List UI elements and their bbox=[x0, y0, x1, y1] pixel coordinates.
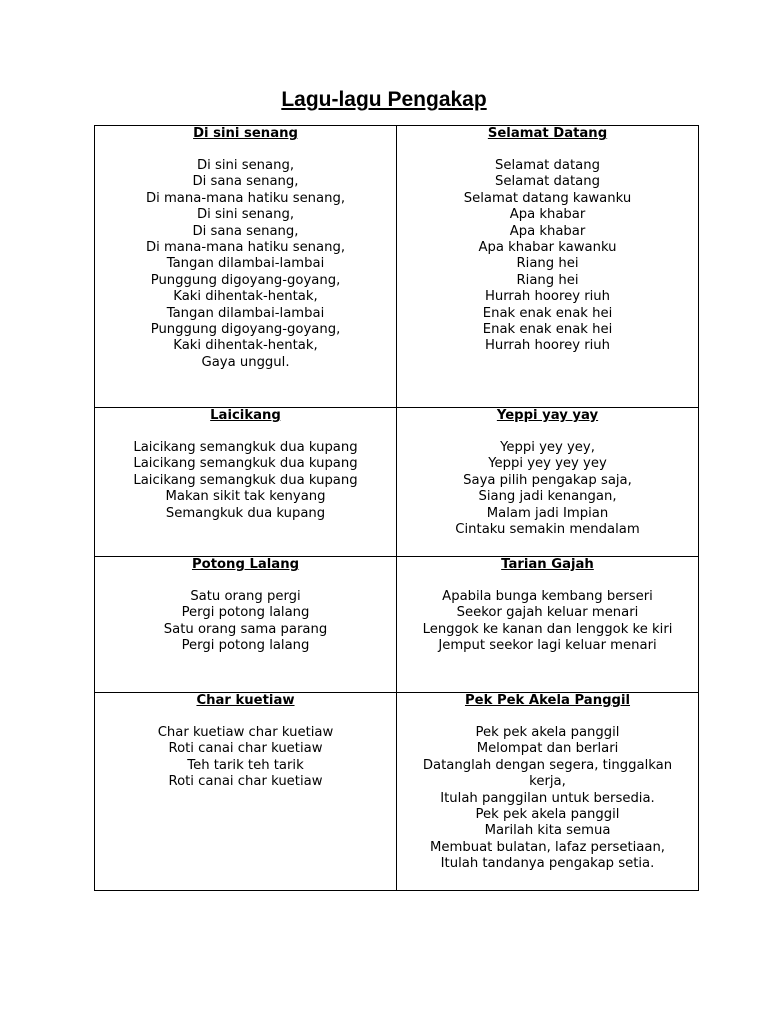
song-cell bbox=[95, 557, 397, 693]
lyric-line: Marilah kita semua bbox=[484, 823, 611, 839]
lyric-line: Di sini senang, bbox=[196, 158, 295, 173]
lyric-line: Di mana-mana hatiku senang, bbox=[145, 190, 346, 206]
lyric-line: Apa khabar bbox=[509, 223, 586, 239]
lyric-line: Apa khabar bbox=[509, 207, 586, 223]
lyric-line: Makan sikit tak kenyang bbox=[165, 489, 326, 505]
lyric-line: Saya pilih pengakap saja, bbox=[463, 472, 632, 488]
lyric-line: Pek pek akela panggil bbox=[475, 725, 620, 740]
lyric-line: Jemput seekor lagi keluar menari bbox=[438, 638, 657, 654]
table-row bbox=[95, 557, 699, 693]
lyric-line: Laicikang semangkuk dua kupang bbox=[133, 440, 358, 455]
lyric-line: Di sini senang, bbox=[196, 207, 295, 223]
lyric-line: Pergi potong lalang bbox=[181, 605, 310, 621]
lyric-line: Semangkuk dua kupang bbox=[165, 505, 326, 521]
song-cell bbox=[95, 693, 397, 891]
lyric-line: Laicikang semangkuk dua kupang bbox=[133, 456, 358, 472]
song-title: Yeppi yay yay bbox=[496, 408, 599, 423]
lyric-line: Itulah tandanya pengakap setia. bbox=[440, 856, 655, 872]
lyric-line: Satu orang pergi bbox=[190, 589, 301, 604]
lyric-line: Pergi potong lalang bbox=[181, 638, 310, 654]
song-title: Di sini senang bbox=[193, 126, 298, 141]
lyric-line: Kaki dihentak-hentak, bbox=[173, 289, 318, 305]
lyric-line: Hurrah hoorey riuh bbox=[484, 289, 611, 305]
lyric-line: Di sana senang, bbox=[192, 174, 299, 190]
page-title: Lagu-lagu Pengakap bbox=[281, 88, 487, 111]
lyric-line: Lenggok ke kanan dan lenggok ke kiri bbox=[422, 621, 673, 637]
lyric-line: Di sana senang, bbox=[192, 223, 299, 239]
lyric-line: Malam jadi Impian bbox=[486, 505, 609, 521]
lyric-line: Datanglah dengan segera, tinggalkan bbox=[422, 757, 673, 773]
lyric-line: Enak enak enak hei bbox=[482, 322, 613, 338]
lyric-line: Selamat datang bbox=[495, 158, 600, 173]
lyric-line: Laicikang semangkuk dua kupang bbox=[133, 472, 358, 488]
lyric-line: Roti canai char kuetiaw bbox=[168, 741, 323, 757]
table-row bbox=[95, 126, 699, 408]
lyric-line: Apabila bunga kembang berseri bbox=[442, 589, 653, 604]
song-title: Laicikang bbox=[210, 408, 281, 423]
lyric-line: Char kuetiaw char kuetiaw bbox=[157, 725, 334, 740]
table-row bbox=[95, 408, 699, 557]
song-title: Pek Pek Akela Panggil bbox=[464, 693, 631, 708]
lyric-line: Enak enak enak hei bbox=[482, 305, 613, 321]
lyric-line: Apa khabar kawanku bbox=[478, 240, 617, 256]
song-cell bbox=[397, 557, 699, 693]
table-row bbox=[95, 693, 699, 891]
song-title: Char kuetiaw bbox=[196, 693, 295, 708]
lyric-line: Selamat datang bbox=[495, 174, 600, 190]
lyric-line: Seekor gajah keluar menari bbox=[456, 605, 639, 621]
lyric-line: Punggung digoyang-goyang, bbox=[150, 322, 341, 338]
lyric-line: Teh tarik teh tarik bbox=[187, 757, 304, 773]
lyric-line: Siang jadi kenangan, bbox=[478, 489, 617, 505]
lyric-line: kerja, bbox=[529, 774, 566, 790]
lyric-line: Selamat datang kawanku bbox=[463, 190, 632, 206]
lyric-line: Cintaku semakin mendalam bbox=[455, 522, 640, 538]
lyric-line: Roti canai char kuetiaw bbox=[168, 774, 323, 790]
song-title: Tarian Gajah bbox=[501, 557, 594, 572]
song-title: Selamat Datang bbox=[487, 126, 608, 141]
lyric-line: Kaki dihentak-hentak, bbox=[173, 338, 318, 354]
song-cell bbox=[95, 408, 397, 557]
lyric-line: Tangan dilambai-lambai bbox=[166, 256, 325, 272]
lyric-line: Hurrah hoorey riuh bbox=[484, 338, 611, 354]
lyric-line: Riang hei bbox=[516, 272, 579, 288]
lyric-line: Tangan dilambai-lambai bbox=[166, 305, 325, 321]
lyric-line: Satu orang sama parang bbox=[163, 621, 328, 637]
lyric-line: Di mana-mana hatiku senang, bbox=[145, 240, 346, 256]
song-cell bbox=[397, 693, 699, 891]
lyric-line: Membuat bulatan, lafaz persetiaan, bbox=[430, 839, 665, 855]
lyric-line: Yeppi yey yey yey bbox=[488, 456, 607, 472]
song-cell bbox=[95, 126, 397, 408]
lyric-line: Itulah panggilan untuk bersedia. bbox=[440, 790, 655, 806]
lyric-line: Yeppi yey yey, bbox=[500, 440, 595, 455]
lyric-line: Melompat dan berlari bbox=[476, 741, 619, 757]
songs-table bbox=[94, 125, 699, 891]
song-title: Potong Lalang bbox=[191, 557, 300, 572]
lyric-line: Riang hei bbox=[516, 256, 579, 272]
lyric-line: Gaya unggul. bbox=[201, 354, 290, 370]
song-cell bbox=[397, 126, 699, 408]
song-cell bbox=[397, 408, 699, 557]
lyric-line: Punggung digoyang-goyang, bbox=[150, 272, 341, 288]
lyric-line: Pek pek akela panggil bbox=[475, 807, 620, 823]
